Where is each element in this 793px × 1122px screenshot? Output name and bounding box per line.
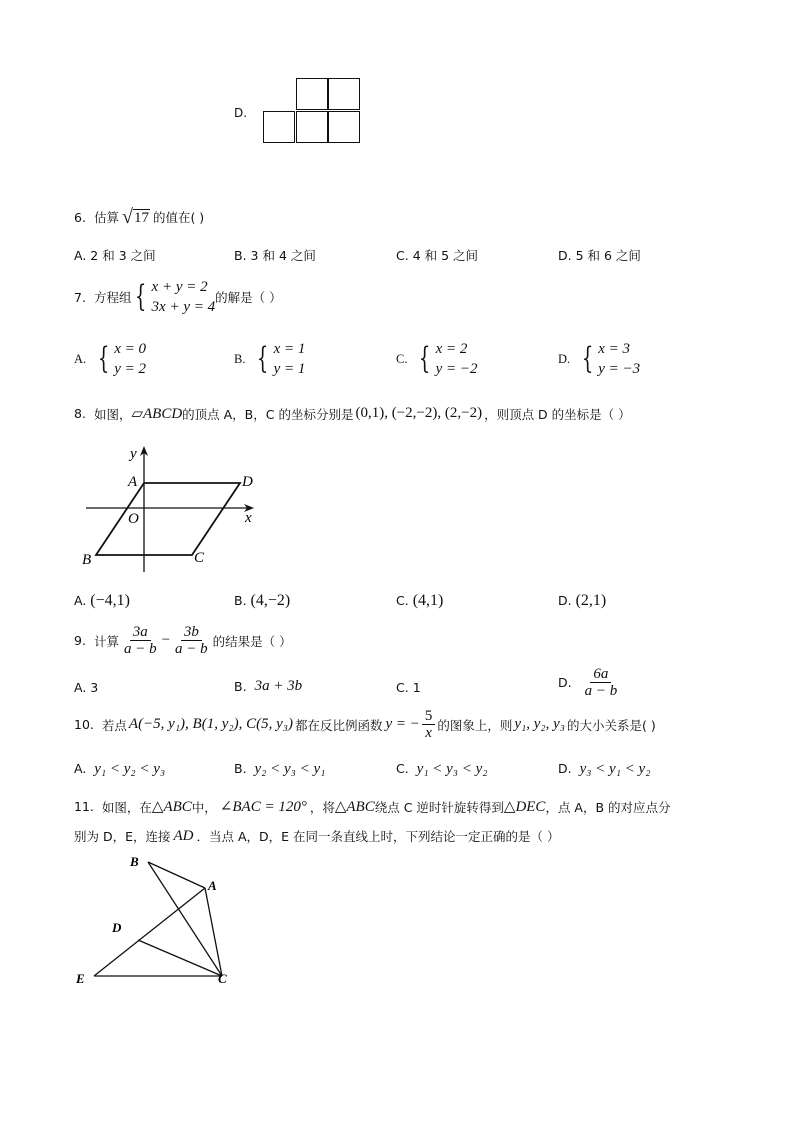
question-text: 的大小关系是( ) <box>567 717 656 733</box>
question-text: 的顶点 A，B，C 的坐标分别是 <box>182 406 354 422</box>
grid-square <box>296 111 328 143</box>
option-c[interactable]: C. (4,1) <box>396 592 444 609</box>
option-d[interactable]: D. (2,1) <box>558 592 607 609</box>
option-d[interactable]: D. $\frac{6a}{a - b}$ <box>558 666 618 699</box>
question-text: ，则顶点 D 的坐标是（ ） <box>484 406 631 422</box>
option-b[interactable]: B. 3a + 3b <box>234 678 303 694</box>
parallelogram-abcd <box>96 483 240 555</box>
parallelogram-label: ▱ABCD <box>131 406 183 422</box>
option-c[interactable]: C. 1 <box>396 680 421 695</box>
variables: y₁, y₂, y₃ <box>514 716 566 732</box>
question-text: 若点 <box>101 717 127 733</box>
option-c[interactable]: C. { x = 2 y = −2 <box>396 341 478 377</box>
question-number: 11. <box>74 799 94 814</box>
question-number: 8. <box>74 406 86 421</box>
grid-square <box>296 78 328 110</box>
option-b[interactable]: B. y₂ < y₃ < y₁ <box>234 761 326 777</box>
option-a[interactable]: A. 3 <box>74 680 99 695</box>
question-text: 如图， <box>93 406 132 422</box>
sqrt-17: √ 17 <box>121 206 149 228</box>
question-number: 6. <box>74 209 86 225</box>
question-text: 都在反比例函数 <box>294 717 383 733</box>
label-a: A <box>208 878 217 893</box>
grid-square <box>263 111 295 143</box>
option-a[interactable]: A. y₁ < y₂ < y₃ <box>74 761 166 777</box>
question-text: 的图象上，则 <box>437 717 513 733</box>
label-c: C <box>194 550 205 566</box>
question-7 <box>74 277 282 317</box>
question-text: 估算 <box>93 210 119 225</box>
label-d: D <box>112 920 122 935</box>
question-number: 7. <box>74 289 86 305</box>
fraction-5-over-x: $\frac{5}{x}$ <box>422 708 436 741</box>
label-b: B <box>82 552 92 568</box>
option-b[interactable]: B. (4,−2) <box>234 592 291 609</box>
segment-ae <box>94 888 205 976</box>
question-11-line-2: 别为 D，E，连接 AD ．当点 A，D，E 在同一条直线上时，下列结论一定正确的是（ ） <box>74 827 560 844</box>
question-6 <box>74 207 204 227</box>
label-x: x <box>245 510 252 526</box>
option-a[interactable]: A. 2 和 3 之间 <box>74 248 156 263</box>
question-text: 的解是（ ） <box>215 290 282 305</box>
option-d[interactable]: D. { x = 3 y = −3 <box>558 341 641 377</box>
fraction-3a: $\frac{3a}{a - b}$ <box>123 624 157 657</box>
question-number: 10. <box>74 717 94 732</box>
label-y: y <box>130 446 137 462</box>
label-o: O <box>128 511 139 527</box>
option-c[interactable]: C. y₁ < y₃ < y₂ <box>396 761 488 777</box>
question-text: 计算 <box>93 633 119 649</box>
coordinates: (0,1), (−2,−2), (2,−2) <box>355 405 483 421</box>
question-8 <box>74 404 631 423</box>
question-text: 方程组 <box>93 290 132 305</box>
points: A(−5, y₁), B(1, y₂), C(5, y₃) <box>128 716 293 732</box>
equation-system: { x + y = 2 3x + y = 4 <box>135 279 216 315</box>
option-b[interactable]: B. 3 和 4 之间 <box>234 248 316 263</box>
grid-square <box>328 78 360 110</box>
label-e: E <box>76 971 85 986</box>
label-c: C <box>218 971 227 986</box>
label-d: D <box>242 474 253 490</box>
option-c[interactable]: C. 4 和 5 之间 <box>396 248 479 263</box>
option-d[interactable]: D. 5 和 6 之间 <box>558 248 641 263</box>
question-number: 9. <box>74 633 86 648</box>
question-9: 9. 计算 $\frac{3a}{a - b}$ − $\frac{3b}{a - b}$ 的结果是（ ） <box>74 624 292 657</box>
fraction-3b: $\frac{3b}{a - b}$ <box>175 624 208 657</box>
q11-figure <box>72 852 242 992</box>
question-text: 的结果是（ ） <box>212 633 292 649</box>
option-d[interactable]: D. y₃ < y₁ < y₂ <box>558 761 651 777</box>
segment-dc <box>138 940 222 976</box>
q8-figure <box>80 442 270 577</box>
function-lhs: y = − <box>385 716 420 732</box>
label-a: A <box>128 474 138 490</box>
option-a[interactable]: A. (−4,1) <box>74 592 130 609</box>
option-a[interactable]: A. { x = 0 y = 2 <box>74 341 147 377</box>
question-10 <box>74 708 656 741</box>
label-b: B <box>130 854 139 869</box>
grid-square <box>328 111 360 143</box>
q5-option-d-label: D. <box>234 106 248 120</box>
question-text: 的值在( ) <box>152 210 205 225</box>
question-11-line-1: 11. 如图，在 △ABC 中， ∠BAC = 120° ，将 △ABC 绕点 C 逆时针旋转得到 △DEC ，点 A，B 的对应点分 <box>74 799 671 815</box>
option-b[interactable]: B. { x = 1 y = 1 <box>234 341 306 377</box>
